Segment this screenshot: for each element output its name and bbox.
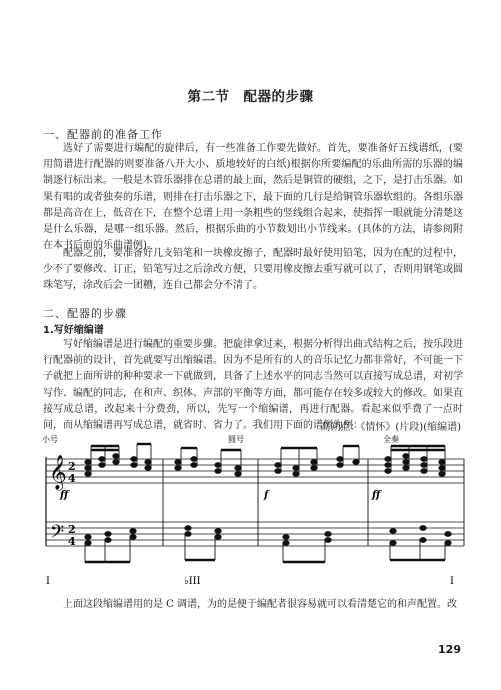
treble-notes <box>85 444 445 476</box>
time-sig-top-bass: 2 <box>68 523 76 536</box>
bass-notes <box>85 526 451 562</box>
paragraph-short-score: 写好缩编谱是进行编配的重要步骤。把旋律拿过来，根据分析得出曲式结构之后，按乐段进行配器前的设计，首先就要写出缩编谱。因为不是所有的人的音乐记忆力都非常好，不可能一下子就把上面所讲的种种要求一下就做到，具备了上述水平的同志当然可以直接写成总谱，对初学写作、编配的同志，在和声、织体、声部的平衡等方面，都可能存在较多或较大的修改。如果直接写成总谱，改起来十分费劲，所以，先写一个缩编谱，再进行配器。看起来似乎费了一点时间，而从缩编谱再写成总谱，就省时、省力了。我们用下面的谱例为例： <box>43 339 463 432</box>
treble-staff <box>46 459 464 483</box>
time-sig-bottom: 4 <box>68 472 76 485</box>
label-trumpet: 小号 <box>42 435 58 444</box>
paragraph-preparation-1: 选好了需要进行编配的旋律后，有一些准备工作要先做好。首先，要准备好五线谱纸，(要用简谱进行配器的则要准备八开大小、质地较好的白纸)根据你所要编配的乐曲所需的乐器的编制逐行标出来。一般是木管乐器排在总谱的最上面，然后是铜管的硬组，之下，是打击乐器。如果有唱的或者独奏的乐谱，则排在打击乐器之下，最下面的几行是给铜管乐器软组的。各组乐器都是高音在上，低音在下，在整个总谱上用一条粗些的竖线组合起来，使指挥一眼就能分清楚这是什么乐器，是哪一组乐器。然后，根据乐曲的小节数划出小节线来。(具体的方法，请参阅附在本书后面的乐曲谱例)。 <box>43 143 463 252</box>
dynamic-f: f <box>264 490 269 501</box>
dynamic-ff: ff <box>60 490 69 501</box>
section-heading-steps: 二、配器的步骤 <box>43 307 127 320</box>
subsection-heading-short-score: 1.写好缩编谱 <box>43 325 104 336</box>
page-title: 第二节 配器的步骤 <box>187 89 314 105</box>
music-score-excerpt <box>38 432 468 590</box>
section-heading-preparation: 一、配器前的准备工作 <box>43 128 163 141</box>
paragraph-preparation-2: 配器之前，要准备好几支铅笔和一块橡皮擦子，配器时最好使用铅笔，因为在配的过程中，少不了要修改、订正，铅笔写过之后涂改方便，只要用橡皮擦去重写就可以了，否则用钢笔或圆珠笔写，涂改后会一团糟，连自己都会分不清了。 <box>43 248 463 292</box>
paragraph-after-example: 上面这段缩编谱用的是 C 调谱，为的是便于编配者很容易就可以看清楚它的和声配置。改 <box>63 599 458 610</box>
page-number: 129 <box>438 643 461 656</box>
time-sig-top: 2 <box>68 460 76 473</box>
dynamic-ff-tutti: ff <box>372 490 381 501</box>
example-caption: 高朔点：《情怀》(片段)(缩编谱) <box>320 422 461 433</box>
barlines <box>163 459 464 546</box>
roman-numeral-2: ♭III <box>184 576 201 587</box>
time-sig-bottom-bass: 4 <box>68 535 76 548</box>
label-tutti: 全奏 <box>383 435 399 444</box>
roman-numeral-1: I <box>46 576 50 587</box>
roman-numeral-3: I <box>450 576 454 587</box>
treble-clef-icon: 𝄞 <box>49 455 67 490</box>
bass-clef-icon: 𝄢 <box>50 522 65 547</box>
label-horn: 圆号 <box>228 435 244 444</box>
